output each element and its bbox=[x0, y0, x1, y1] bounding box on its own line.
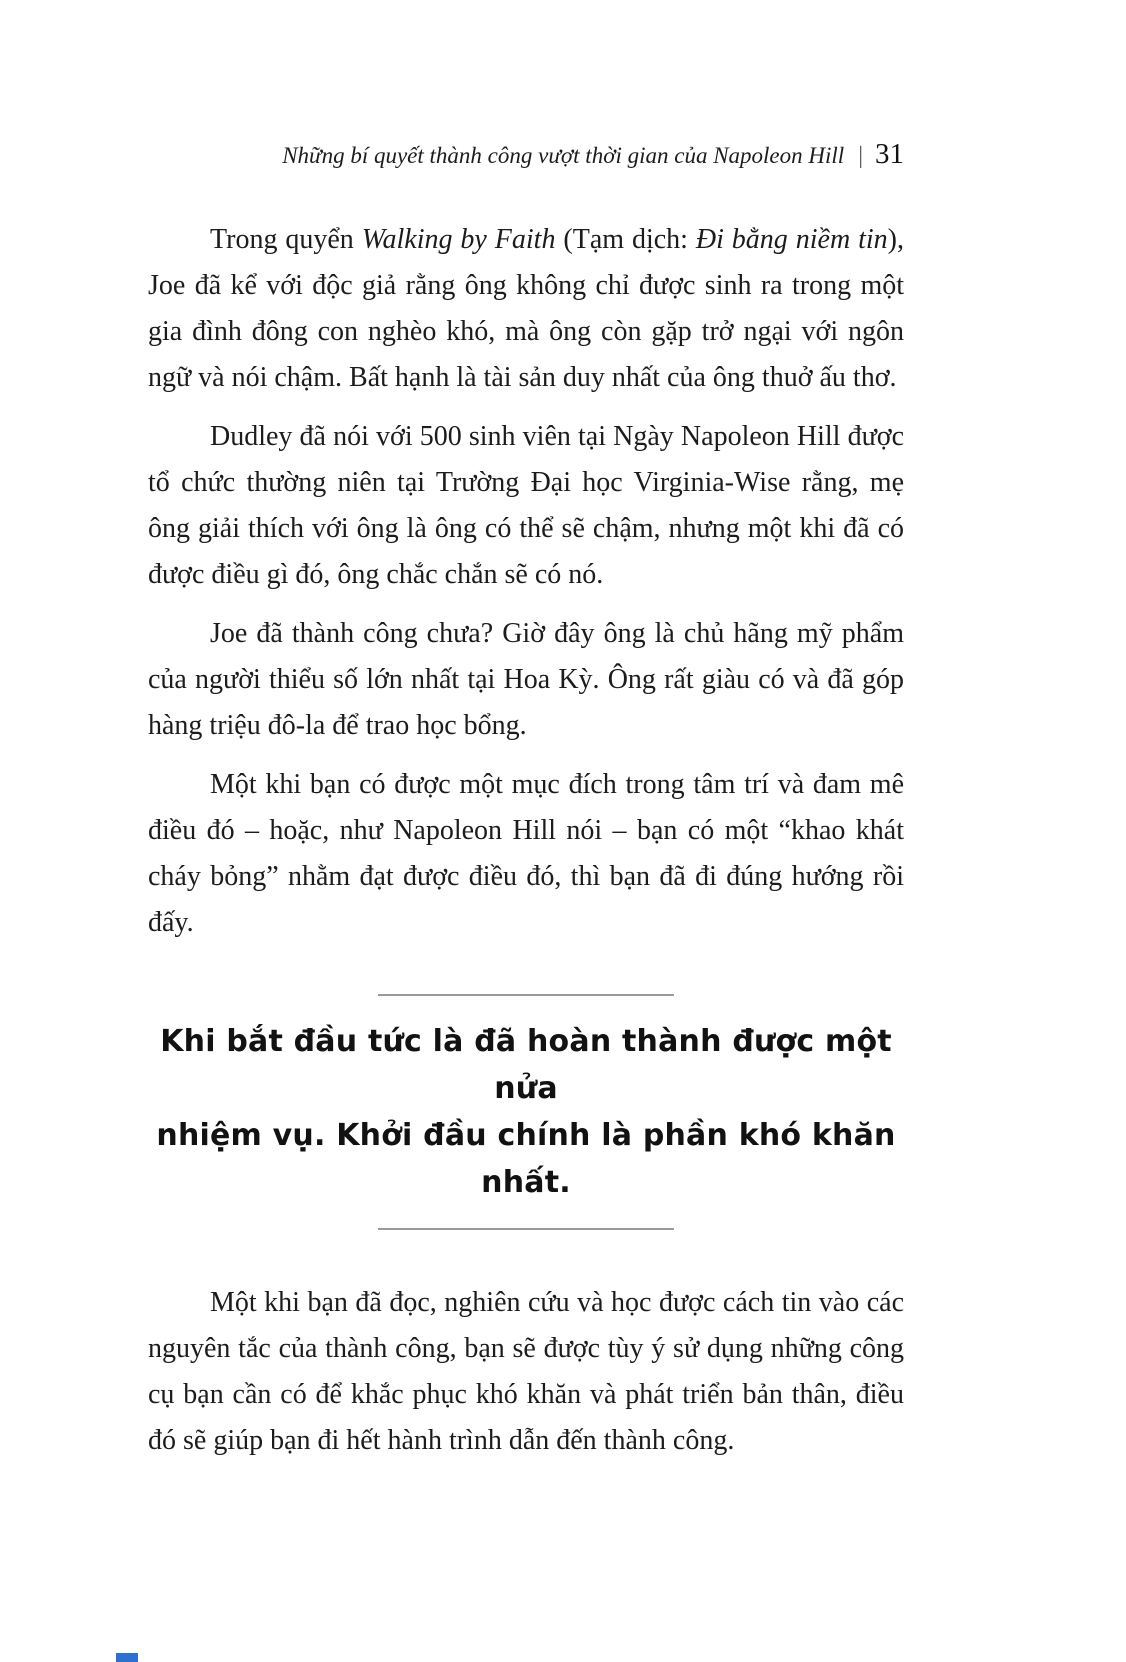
paragraph-4: Một khi bạn có được một mục đích trong tâm trí và đam mê điều đó – hoặc, như Napoleon Hill nói – bạn có một “khao khát cháy bỏng” nhằm đạt được điều đó, thì bạn đã đi đúng hướng rồi đấy. bbox=[148, 769, 904, 938]
pull-quote bbox=[148, 994, 904, 1230]
quote-rule-top bbox=[378, 994, 674, 996]
page-number: 31 bbox=[875, 138, 904, 170]
paragraph-2: Dudley đã nói với 500 sinh viên tại Ngày Napoleon Hill được tổ chức thường niên tại Trường Đại học Virginia-Wise rằng, mẹ ông giải thích với ông là ông có thể sẽ chậm, nhưng một khi đã có được điều gì đó, ông chắc chắn sẽ có nó. bbox=[148, 421, 904, 590]
page-edge-mark bbox=[116, 1653, 138, 1662]
header-separator: | bbox=[858, 143, 863, 169]
pull-quote-line-2: nhiệm vụ. Khởi đầu chính là phần khó khăn nhất. bbox=[156, 1118, 896, 1200]
running-header bbox=[148, 138, 904, 171]
paragraph-5: Một khi bạn đã đọc, nghiên cứu và học được cách tin vào các nguyên tắc của thành công, bạn sẽ được tùy ý sử dụng những công cụ bạn cần có để khắc phục khó khăn và phát triển bản thân, điều đó sẽ giúp bạn đi hết hành trình dẫn đến thành công. bbox=[148, 1287, 904, 1456]
pull-quote-line-1: Khi bắt đầu tức là đã hoàn thành được một nửa bbox=[160, 1024, 892, 1106]
paragraph-1: Trong quyển Walking by Faith (Tạm dịch: Đi bằng niềm tin), Joe đã kể với độc giả rằng ông không chỉ được sinh ra trong một gia đình đông con nghèo khó, mà ông còn gặp trở ngại với ngôn ngữ và nói chậm. Bất hạnh là tài sản duy nhất của ông thuở ấu thơ. bbox=[148, 224, 904, 393]
running-header-title: Những bí quyết thành công vượt thời gian của Napoleon Hill bbox=[282, 143, 845, 168]
paragraph-3: Joe đã thành công chưa? Giờ đây ông là chủ hãng mỹ phẩm của người thiểu số lớn nhất tại Hoa Kỳ. Ông rất giàu có và đã góp hàng triệu đô-la để trao học bổng. bbox=[148, 618, 904, 741]
quote-rule-bottom bbox=[378, 1228, 674, 1230]
